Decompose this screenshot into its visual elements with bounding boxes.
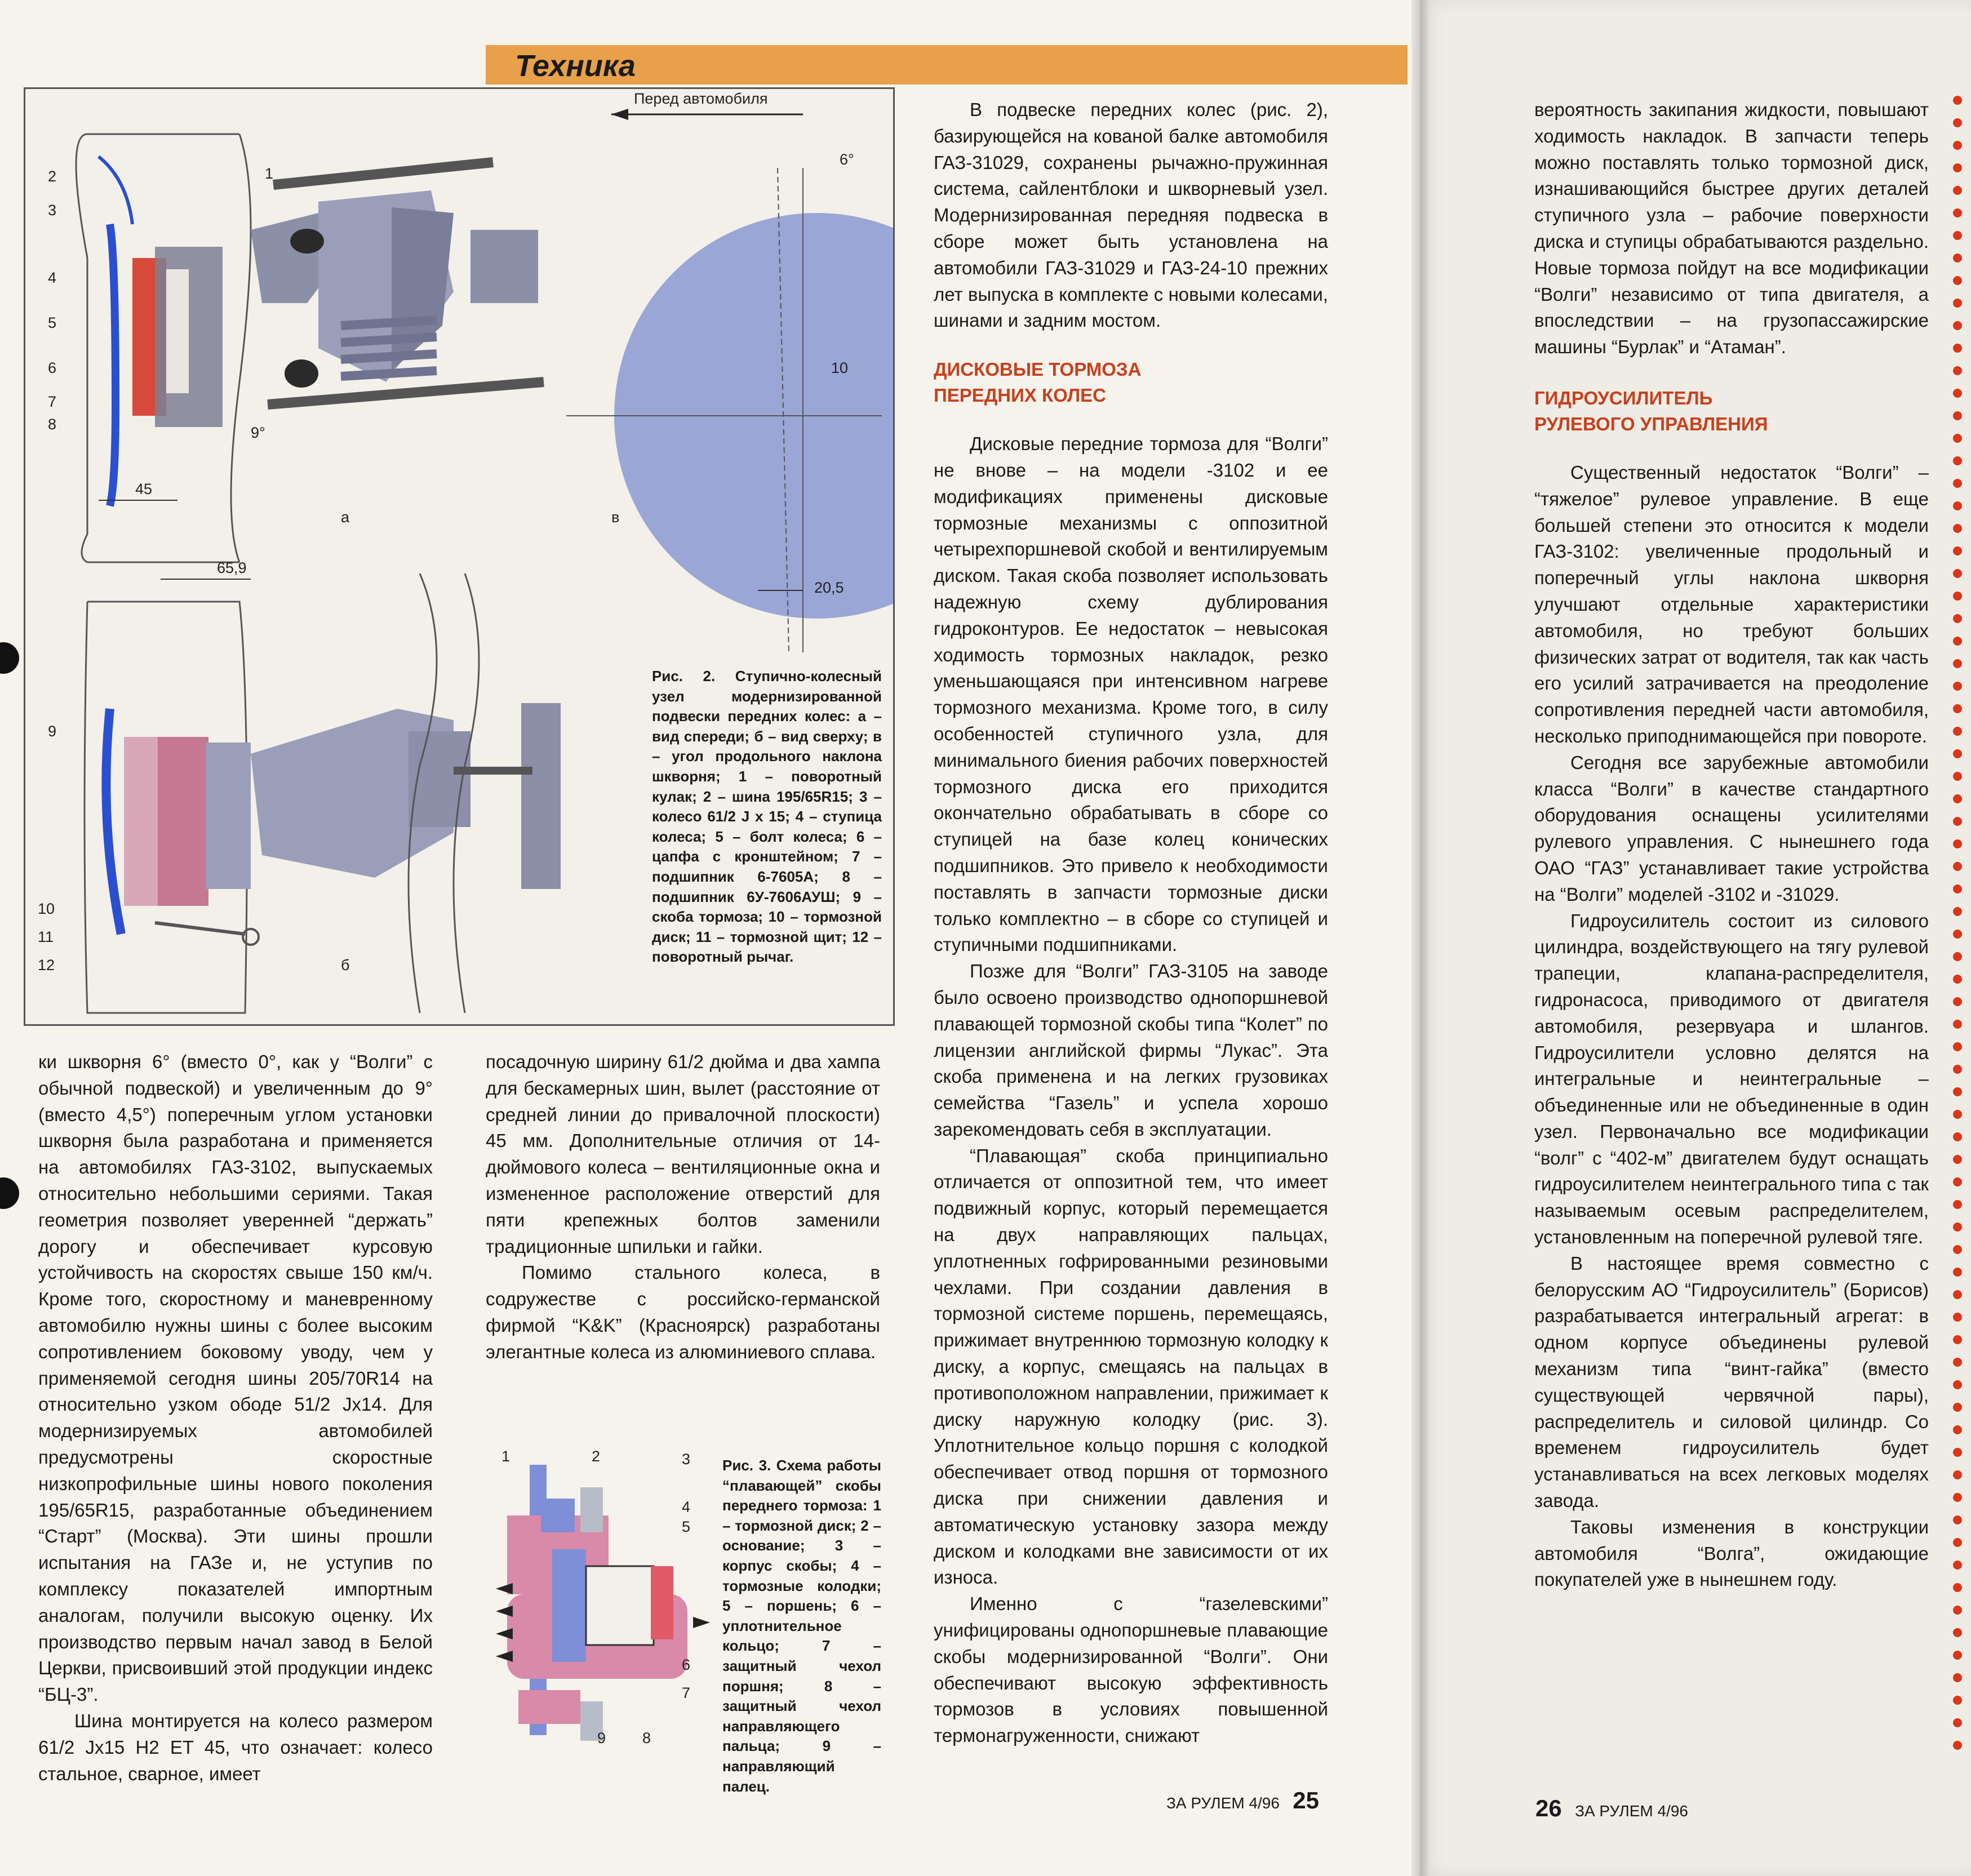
fig2-label-3: 3 — [48, 202, 57, 219]
fig3-label-8: 8 — [642, 1730, 651, 1746]
margin-dot — [1953, 704, 1962, 713]
fig2-dim-10: 10 — [831, 359, 849, 376]
margin-dot — [1953, 163, 1962, 172]
column-1 — [38, 1049, 433, 1787]
section-banner — [486, 45, 1408, 85]
fig2-angle-9: 9° — [251, 424, 265, 441]
fig2-view-a: а — [341, 509, 350, 526]
col1-para-1: ки шкворня 6° (вместо 0°, как у “Волги” с обычной подвеской) и увеличенным до 9° (вместо 4,5°) поперечным углом установки шкворня была разработана и применяется на автомобилях ГАЗ-3102, выпускаемых относительно небольшими сериями. Такая геометрия позволяет уверенней “держать” дорогу и обеспечивает курсовую устойчивость на скоростях свыше 150 км/ч. Кроме того, скоростному и маневренному автомобилю нужны шины с более высоким сопротивлением боковому уводу, чем у применяемой сегодня шины 205/70R14 на относительно узком ободе 51/2 Jx14. Для модернизируемых автомобилей предусмотрены скоростные низкопрофильные шины нового поколения 195/65R15, разработанные объединением “Старт” (Москва). Эти шины прошли испытания на ГАЗе и, не уступив по комплексу показателей импортным аналогам, получили высокую оценку. Их производство первым начал завод в Белой Церкви, присвоивший этой продукции индекс “БЦ-3”. — [38, 1051, 433, 1705]
margin-dot — [1953, 975, 1962, 984]
margin-dot — [1953, 1425, 1962, 1434]
col1-para-2: Шина монтируется на колесо размером 61/2 Jx15 H2 ET 45, что означает: колесо стальное, сварное, имеет — [38, 1710, 433, 1784]
margin-dot — [1953, 366, 1962, 375]
fig2-direction-label: Перед автомобиля — [634, 90, 768, 107]
margin-dot — [1953, 592, 1962, 601]
col4-para-3: Гидроусилитель состоит из силового цилиндра, воздействующего на тягу рулевой трапеции, клапана-распределителя, гидронасоса, приводимого от двигателя автомобиля, резервуара и шлангов. Гидроусилители условно делятся на интегральные и неинтегральные – объединенные или не объединенные в один узел. Первоначально все модификации “волг” с “402-м” двигателем будут оснащать гидроусилителем неинтегрального типа с так называемым осевым распределителем, установленным на поперечной рулевой тяге. — [1534, 910, 1929, 1248]
margin-dot — [1953, 839, 1962, 848]
margin-dot — [1953, 1448, 1962, 1457]
margin-dot — [1953, 1561, 1962, 1570]
col4-para-4: В настоящее время совместно с белорусским АО “Гидроусилитель” (Борисов) разрабатывается интегральный агрегат: в одном корпусе объединены рулевой механизм типа “винт-гайка” (вместо существующей червячной пары), распределитель и силовой цилиндр. Со временем гидроусилитель будет устанавливаться на всех легковых моделях завода. — [1534, 1252, 1929, 1512]
col3-heading-line1: ДИСКОВЫЕ ТОРМОЗА — [934, 359, 1142, 380]
margin-dot — [1953, 411, 1962, 420]
figure-3-drawing — [496, 1453, 710, 1746]
footer-right — [1535, 1795, 1688, 1822]
margin-dot — [1953, 501, 1962, 510]
col4-para-1: Существенный недостаток “Волги” – “тяжелое” рулевое управление. В еще большей степени это относится к модели ГАЗ-3102: увеличенные продольный и поперечный углы наклона шкворня улучшают отдельные характеристики автомобиля, но требуют больших физических затрат от водителя, так как часть его усилий затрачивается на преодоление сопротивления передней части автомобиля, несколько приподнимающейся при повороте. — [1534, 461, 1929, 746]
margin-dot — [1953, 231, 1962, 240]
margin-dot — [1953, 794, 1962, 803]
col2-para-1: посадочную ширину 61/2 дюйма и два хампа для бескамерных шин, вылет (расстояние от средней линии до привалочной плоскости) 45 мм. Дополнительные отличия от 14-дюймового колеса – вентиляционные окна и измененное расположение отверстий для пяти крепежных болтов заменили традиционные шпильки и гайки. — [486, 1051, 880, 1257]
section-title: Техника — [515, 49, 636, 83]
fig2-label-6: 6 — [48, 359, 57, 376]
margin-dot — [1953, 456, 1962, 465]
fig2-view-v: в — [611, 509, 620, 526]
col4-heading-line2: РУЛЕВОГО УПРАВЛЕНИЯ — [1534, 413, 1768, 434]
margin-dot — [1953, 997, 1962, 1006]
fig3-label-1: 1 — [501, 1448, 510, 1465]
col3-heading-line2: ПЕРЕДНИХ КОЛЕС — [934, 385, 1106, 406]
margin-dot — [1953, 1245, 1962, 1254]
margin-dot — [1953, 1222, 1962, 1232]
margin-dot — [1953, 208, 1962, 217]
fig2-label-8: 8 — [48, 416, 57, 433]
margin-dot — [1953, 479, 1962, 488]
fig3-label-4: 4 — [682, 1499, 691, 1515]
margin-dot — [1953, 1696, 1962, 1705]
fig3-label-5: 5 — [682, 1518, 691, 1535]
margin-dot — [1953, 299, 1962, 308]
footer-left-page-number: 25 — [1293, 1787, 1319, 1813]
margin-dot — [1953, 727, 1962, 736]
margin-dot — [1953, 1200, 1962, 1209]
margin-dot — [1953, 1020, 1962, 1029]
footer-left — [1166, 1787, 1319, 1814]
margin-dot — [1953, 118, 1962, 127]
margin-dot — [1953, 276, 1962, 285]
margin-dot — [1953, 682, 1962, 691]
margin-dot — [1953, 1268, 1962, 1277]
figure-3 — [496, 1448, 710, 1746]
fig3-label-6: 6 — [682, 1656, 691, 1673]
margin-dot — [1953, 1606, 1962, 1615]
col3-para-2: Позже для “Волги” ГАЗ-3105 на заводе было освоено производство однопоршневой плавающей тормозной скобы типа “Колет” по лицензии английской фирмы “Лукас”. Эта скоба применена и на легких грузовиках семейства “Газель” и успела хорошо зарекомендовать себя в эксплуатации. — [934, 961, 1328, 1140]
column-3 — [934, 97, 1328, 1749]
margin-dot — [1953, 254, 1962, 263]
margin-dot — [1953, 1042, 1962, 1051]
margin-dot — [1953, 1380, 1962, 1389]
margin-dot — [1953, 389, 1962, 398]
margin-dot — [1953, 434, 1962, 443]
fig2-label-5: 5 — [48, 314, 57, 331]
col3-para-3: “Плавающая” скоба принципиально отличается от оппозитной тем, что имеет подвижный корпус, который перемещается на двух направляющих пальцах, уплотненных гофрированными резиновыми чехлами. При создании давления в тормозной системе поршень, перемещаясь, прижимает внутреннюю тормозную колодку к диску, а корпус, смещаясь на пальцах в противоположном направлении, прижимает к диску наружную колодку (рис. 3). Уплотнительное кольцо поршня с колодкой обеспечивает отвод поршня от тормозного диска при снижении давления и автоматическую установку зазора между диском и колодками вне зависимости от их износа. — [934, 1145, 1328, 1588]
margin-dot — [1953, 1583, 1962, 1592]
fig2-dim-659: 65,9 — [217, 559, 247, 576]
margin-dot — [1953, 1651, 1962, 1660]
margin-dot — [1953, 569, 1962, 578]
margin-dot — [1953, 1470, 1962, 1479]
fig2-view-b: б — [341, 957, 350, 973]
margin-dot — [1953, 1718, 1962, 1727]
fig2-label-7: 7 — [48, 393, 57, 410]
margin-dot — [1953, 907, 1962, 916]
fig2-label-9: 9 — [48, 723, 57, 740]
fig3-label-3: 3 — [682, 1451, 691, 1468]
margin-dot — [1953, 141, 1962, 150]
margin-dot — [1953, 614, 1962, 623]
margin-dot — [1953, 1673, 1962, 1682]
column-4 — [1534, 97, 1929, 1593]
margin-dot — [1953, 952, 1962, 961]
margin-dot — [1953, 1290, 1962, 1299]
fig2-label-1: 1 — [265, 165, 274, 182]
fig3-label-2: 2 — [592, 1448, 601, 1465]
margin-dot — [1953, 546, 1962, 555]
margin-dot — [1953, 96, 1962, 105]
margin-dot — [1953, 749, 1962, 758]
margin-dot — [1953, 930, 1962, 939]
margin-dot — [1953, 344, 1962, 353]
margin-dot — [1953, 1493, 1962, 1502]
margin-dot — [1953, 817, 1962, 826]
col4-para-2: Сегодня все зарубежные автомобили класса “Волги” в качестве стандартного оборудования оснащены усилителями рулевого управления. С нынешнего года ОАО “ГАЗ” устанавливает такие устройства на “Волги” моделей -3102 и -31029. — [1534, 752, 1929, 905]
footer-right-page-number: 26 — [1535, 1795, 1562, 1821]
margin-dot — [1953, 1335, 1962, 1344]
margin-dot — [1953, 1177, 1962, 1186]
footer-right-magazine: ЗА РУЛЕМ 4/96 — [1575, 1802, 1688, 1820]
margin-dot — [1953, 1628, 1962, 1637]
figure-2-caption: Рис. 2. Ступично-колесный узел модернизированной подвески передних колес: а – вид спереди; б – вид сверху; в – угол продольного наклона шкворня; 1 – поворотный кулак; 2 – шина 195/65R15; 3 – колесо 61/2 J x 15; 4 – ступица колеса; 5 – болт колеса; 6 – цапфа с кронштейном; 7 – подшипник 6-7605А; 8 – подшипник 6У-7606АУШ; 9 – скоба тормоза; 10 – тормозной диск; 11 – тормозной щит; 12 – поворотный рычаг. — [652, 668, 882, 966]
margin-dot — [1953, 1358, 1962, 1367]
margin-dot — [1953, 772, 1962, 781]
margin-dot — [1953, 321, 1962, 330]
fig2-label-11: 11 — [38, 928, 54, 945]
margin-dot — [1953, 1087, 1962, 1096]
margin-dot — [1953, 1403, 1962, 1412]
fig3-label-9: 9 — [597, 1730, 606, 1746]
margin-dot — [1953, 862, 1962, 871]
figure-2 — [24, 87, 895, 1026]
margin-dot — [1953, 1110, 1962, 1119]
margin-dot — [1953, 186, 1962, 195]
col3-para-4: Именно с “газелевскими” унифицированы однопоршневые плавающие скобы модернизированной “Волги”. Они обеспечивают высокую эффективность тормозов в условиях повышенной термонагруженности, снижают — [934, 1593, 1328, 1746]
column-2 — [486, 1049, 880, 1366]
fig2-label-4: 4 — [48, 269, 57, 286]
margin-dot — [1953, 659, 1962, 668]
col4-heading-line1: ГИДРОУСИЛИТЕЛЬ — [1534, 387, 1713, 408]
margin-dot — [1953, 1313, 1962, 1322]
fig2-label-12: 12 — [38, 957, 55, 973]
page-gutter — [1411, 0, 1428, 1876]
fig3-label-7: 7 — [682, 1684, 691, 1701]
col3-para-1: Дисковые передние тормоза для “Волги” не внове – на модели -3102 и ее модификациях применены дисковые тормозные механизмы с оппозитной четырехпоршневой скобой и вентилируемым диском. Такая скоба позволяет использовать надежную схему дублирования гидроконтуров. Ее недостаток – невысокая ходимость тормозных накладок, резко уменьшающаяся при интенсивном нагреве тормозного механизма. Кроме того, в силу особенностей ступичного узла, для минимального биения рабочих поверхностей тормозного диска его приходится окончательно обрабатывать в сборе со ступицей на базе колец конических подшипников. Это привело к необходимости поставлять в запчасти тормозные диски только комплектно – в сборе со ступицей и ступичными подшипниками. — [934, 433, 1328, 955]
margin-dot — [1953, 524, 1962, 533]
margin-dot — [1953, 1741, 1962, 1750]
fig2-dim-205: 20,5 — [814, 579, 844, 596]
margin-dot — [1953, 1538, 1962, 1547]
col2-para-2: Помимо стального колеса, в содружестве с российско-германской фирмой “K&K” (Красноярск) разработаны элегантные колеса из алюминиевого сплава. — [486, 1262, 880, 1362]
fig2-angle-6: 6° — [840, 151, 854, 168]
margin-dot — [1953, 1132, 1962, 1141]
figure-3-caption: Рис. 3. Схема работы “плавающей” скобы переднего тормоза: 1 – тормозной диск; 2 – основание; 3 – корпус скобы; 4 – тормозные колодки; 5 – поршень; 6 – уплотнительное кольцо; 7 – защитный чехол поршня; 8 – защитный чехол направляющего пальца; 9 –направляющий палец. — [722, 1457, 881, 1795]
footer-left-magazine: ЗА РУЛЕМ 4/96 — [1166, 1794, 1280, 1812]
col4-para-5: Таковы изменения в конструкции автомобиля “Волга”, ожидающие покупателей уже в нынешнем году. — [1534, 1516, 1929, 1590]
fig2-dim-45: 45 — [135, 481, 153, 497]
col3-intro: В подвеске передних колес (рис. 2), базирующейся на кованой балке автомобиля ГАЗ-31029, сохранены рычажно-пружинная система, сайлентблоки и шкворневый узел. Модернизированная передняя подвеска в сборе может быть установлена на автомобили ГАЗ-31029 и ГАЗ-24-10 прежних лет выпуска в комплекте с новыми колесами, шинами и задним мостом. — [934, 99, 1328, 331]
margin-dot — [1953, 1155, 1962, 1164]
margin-dot — [1953, 884, 1962, 893]
fig2-label-2: 2 — [48, 168, 57, 185]
margin-dot — [1953, 1515, 1962, 1524]
col4-intro: вероятность закипания жидкости, повышают ходимость накладок. В запчасти теперь можно поставлять только тормозной диск, изнашивающийся быстрее других деталей ступичного узла – рабочие поверхности диска и ступицы обрабатываются раздельно. Новые тормоза пойдут на все модификации “Волги” независимо от типа двигателя, а впоследствии – на грузопассажирские машины “Бурлак” и “Атаман”. — [1534, 99, 1929, 358]
margin-dot — [1953, 637, 1962, 646]
margin-dot — [1953, 1065, 1962, 1074]
fig2-label-10: 10 — [38, 900, 55, 917]
